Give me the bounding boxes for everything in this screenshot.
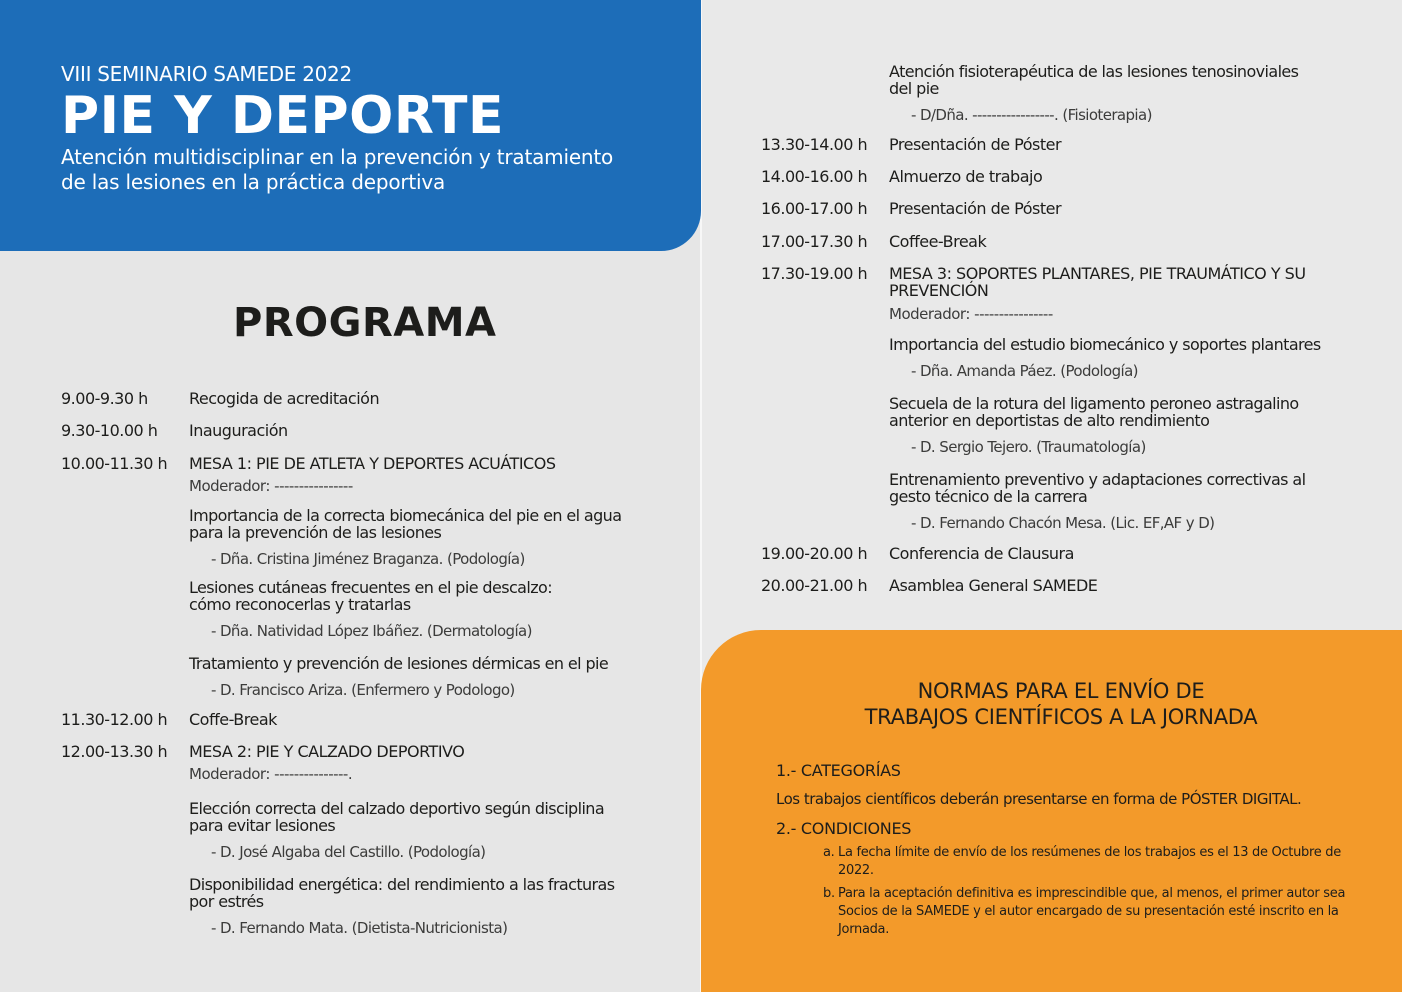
time-slot: 12.00-13.30 h: [61, 742, 168, 761]
time-slot: 19.00-20.00 h: [761, 544, 868, 563]
norms-title-line: NORMAS PARA EL ENVÍO DE: [917, 679, 1205, 703]
section-heading-conditions: 2.- CONDICIONES: [776, 819, 912, 838]
norms-panel: [701, 630, 1402, 992]
talk-line: anterior en deportistas de alto rendimiento: [889, 411, 1210, 430]
speaker: - Dña. Natividad López Ibáñez. (Dermatología): [211, 622, 532, 640]
session-title-line: PREVENCIÓN: [889, 281, 989, 300]
talk-line: Elección correcta del calzado deportivo según disciplina: [189, 799, 605, 818]
session-title: Inauguración: [189, 421, 288, 440]
header-banner: [0, 0, 701, 251]
session-title: Asamblea General SAMEDE: [889, 576, 1098, 595]
subtitle-line: Atención multidisciplinar en la prevención y tratamiento: [61, 145, 614, 169]
norms-title: [761, 678, 1361, 730]
talk-line: Tratamiento y prevención de lesiones dérmicas en el pie: [189, 654, 609, 673]
condition-letter: a.: [823, 845, 835, 860]
seminar-title: PIE Y DEPORTE: [61, 86, 505, 146]
talk-line: para evitar lesiones: [189, 816, 336, 835]
speaker: - D. Fernando Chacón Mesa. (Lic. EF,AF y D): [911, 514, 1215, 532]
time-slot: 17.00-17.30 h: [761, 232, 868, 251]
moderator: Moderador: ----------------: [889, 305, 1053, 323]
speaker: - D. Sergio Tejero. (Traumatología): [911, 438, 1146, 456]
speaker: - Dña. Amanda Páez. (Podología): [911, 362, 1138, 380]
session-title: MESA 1: PIE DE ATLETA Y DEPORTES ACUÁTICOS: [189, 454, 556, 473]
speaker: - D. José Algaba del Castillo. (Podología): [211, 843, 486, 861]
time-slot: 9.00-9.30 h: [61, 389, 148, 408]
time-slot: 10.00-11.30 h: [61, 454, 168, 473]
session-title: Recogida de acreditación: [189, 389, 380, 408]
talk-line: Secuela de la rotura del ligamento peroneo astragalino: [889, 394, 1299, 413]
section-heading-categories: 1.- CATEGORÍAS: [776, 761, 901, 780]
moderator: Moderador: ---------------.: [189, 765, 353, 783]
time-slot: 20.00-21.00 h: [761, 576, 868, 595]
session-title: MESA 2: PIE Y CALZADO DEPORTIVO: [189, 742, 465, 761]
talk-title: [189, 655, 659, 672]
talk-line: Atención fisioterapéutica de las lesiones tenosinoviales: [889, 62, 1299, 81]
talk-line: Disponibilidad energética: del rendimiento a las fracturas: [189, 875, 615, 894]
session-title: Coffe-Break: [189, 710, 277, 729]
speaker: - D. Fernando Mata. (Dietista-Nutricionista): [211, 919, 508, 937]
condition-text: La fecha límite de envío de los resúmenes de los trabajos es el 13 de Octubre de 2022.: [838, 845, 1341, 878]
time-slot: 16.00-17.00 h: [761, 199, 868, 218]
talk-line: gesto técnico de la carrera: [889, 487, 1088, 506]
session-title: Presentación de Póster: [889, 199, 1062, 218]
speaker: - Dña. Cristina Jiménez Braganza. (Podología): [211, 550, 525, 568]
talk-title: [189, 507, 659, 541]
time-slot: 14.00-16.00 h: [761, 167, 868, 186]
session-title-line: MESA 3: SOPORTES PLANTARES, PIE TRAUMÁTICO Y SU: [889, 264, 1306, 283]
condition-letter: b.: [823, 886, 835, 901]
talk-line: por estrés: [189, 892, 264, 911]
condition-text: Para la aceptación definitiva es imprescindible que, al menos, el primer autor sea Socios de la SAMEDE y el autor encargado de su presentación esté inscrito en la Jornada.: [838, 886, 1346, 937]
subtitle-line: de las lesiones en la práctica deportiva: [61, 170, 446, 194]
speaker: - D/Dña. -----------------. (Fisioterapia): [911, 106, 1152, 124]
moderator: Moderador: ----------------: [189, 477, 353, 495]
time-slot: 13.30-14.00 h: [761, 135, 868, 154]
talk-title: [189, 876, 659, 910]
talk-title: [889, 471, 1359, 505]
seminar-subtitle: [61, 145, 661, 195]
talk-line: para la prevención de las lesiones: [189, 523, 442, 542]
session-title: Coffee-Break: [889, 232, 987, 251]
talk-title: [189, 579, 659, 613]
talk-title: [189, 800, 659, 834]
time-slot: 9.30-10.00 h: [61, 421, 158, 440]
session-title: Almuerzo de trabajo: [889, 167, 1043, 186]
talk-line: del pie: [889, 79, 939, 98]
time-slot: 11.30-12.00 h: [61, 710, 168, 729]
talk-line: Lesiones cutáneas frecuentes en el pie descalzo:: [189, 578, 552, 597]
talk-line: Entrenamiento preventivo y adaptaciones correctivas al: [889, 470, 1306, 489]
talk-title: [889, 395, 1359, 429]
norms-title-line: TRABAJOS CIENTÍFICOS A LA JORNADA: [864, 705, 1258, 729]
speaker: - D. Francisco Ariza. (Enfermero y Podologo): [211, 681, 515, 699]
talk-title: [889, 336, 1359, 353]
categories-text: Los trabajos científicos deberán presentarse en forma de PÓSTER DIGITAL.: [776, 790, 1302, 808]
seminar-kicker: VIII SEMINARIO SAMEDE 2022: [61, 62, 352, 86]
time-slot: 17.30-19.00 h: [761, 264, 868, 283]
session-title: Presentación de Póster: [889, 135, 1062, 154]
talk-line: Importancia del estudio biomecánico y soportes plantares: [889, 335, 1321, 354]
session-title: Conferencia de Clausura: [889, 544, 1074, 563]
talk-line: cómo reconocerlas y tratarlas: [189, 595, 411, 614]
program-heading: PROGRAMA: [233, 300, 497, 346]
talk-title: [889, 63, 1359, 97]
talk-line: Importancia de la correcta biomecánica del pie en el agua: [189, 506, 622, 525]
session-title: [889, 265, 1359, 299]
